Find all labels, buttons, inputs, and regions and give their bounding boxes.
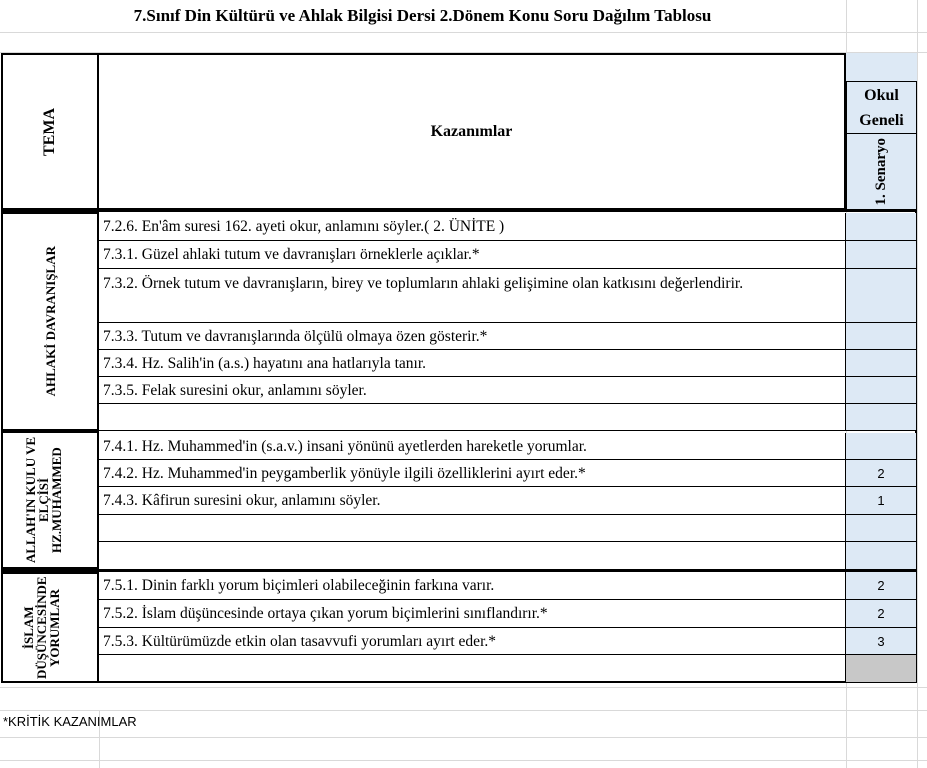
table-row: 7.3.5. Felak suresini okur, anlamını söyler. — [99, 377, 846, 404]
senaryo-header — [846, 133, 917, 210]
value-cell: 2 — [846, 600, 917, 628]
section-ahlaki-davranislar — [1, 212, 99, 431]
value-cell — [846, 323, 917, 350]
table-row: 7.4.1. Hz. Muhammed'in (s.a.v.) insani yönünü ayetlerden hareketle yorumlar. — [99, 433, 846, 460]
section-label: AHLAKİ DAVRANIŞLAR — [42, 246, 58, 397]
tema-header — [1, 53, 99, 210]
table-row: 7.2.6. En'âm suresi 162. ayeti okur, anlamını söyler.( 2. ÜNİTE ) — [99, 213, 846, 241]
value-cell — [846, 515, 917, 542]
value-cell: 2 — [846, 572, 917, 600]
value-cell — [846, 542, 917, 570]
value-cell: 3 — [846, 628, 917, 655]
section-label: İSLAM DÜŞÜNCESİNDE YORUMLAR — [21, 576, 62, 679]
value-cell — [846, 350, 917, 377]
table-row: 7.3.3. Tutum ve davranışlarında ölçülü olmaya özen gösterir.* — [99, 323, 846, 350]
table-row: 7.3.4. Hz. Salih'in (a.s.) hayatını ana hatlarıyla tanır. — [99, 350, 846, 377]
table-row — [99, 542, 846, 570]
value-cell — [846, 404, 917, 431]
okul-geneli-spacer — [846, 53, 917, 81]
value-cell — [846, 213, 917, 241]
value-cell — [846, 433, 917, 460]
critical-note: *KRİTİK KAZANIMLAR — [3, 714, 137, 729]
okul-geneli-label: Okul Geneli — [846, 81, 917, 133]
senaryo-label: 1. Senaryo — [873, 137, 889, 206]
value-cell — [846, 377, 917, 404]
table-row: 7.3.2. Örnek tutum ve davranışların, birey ve toplumların ahlaki gelişimine olan katkısını değerlendirir. — [99, 269, 846, 323]
tema-header-label: TEMA — [41, 107, 58, 156]
table-row — [99, 515, 846, 542]
value-cell: 2 — [846, 460, 917, 487]
section-islam-dusuncesi — [1, 572, 99, 683]
kazanimlar-header: Kazanımlar — [99, 53, 846, 210]
table-row: 7.3.1. Güzel ahlaki tutum ve davranışları örneklerle açıklar.* — [99, 241, 846, 269]
table-row: 7.5.1. Dinin farklı yorum biçimleri olabileceğinin farkına varır. — [99, 572, 846, 600]
section-label: ALLAH'IN KULU VE ELÇİSİ HZ.MUHAMMED — [23, 436, 64, 564]
value-cell: 1 — [846, 487, 917, 515]
value-cell — [846, 241, 917, 269]
value-cell — [846, 269, 917, 323]
page-title: 7.Sınıf Din Kültürü ve Ahlak Bilgisi Dersi 2.Dönem Konu Soru Dağılım Tablosu — [133, 6, 712, 25]
table-row: 7.5.2. İslam düşüncesinde ortaya çıkan yorum biçimlerini sınıflandırır.* — [99, 600, 846, 628]
section-hz-muhammed — [1, 431, 99, 569]
value-cell — [846, 655, 917, 682]
table-row — [99, 404, 846, 431]
table-row: 7.4.3. Kâfirun suresini okur, anlamını söyler. — [99, 487, 846, 515]
okul-geneli-header — [846, 53, 917, 210]
table-row: 7.4.2. Hz. Muhammed'in peygamberlik yönüyle ilgili özelliklerini ayırt eder.* — [99, 460, 846, 487]
table-row: 7.5.3. Kültürümüzde etkin olan tasavvufi yorumları ayırt eder.* — [99, 628, 846, 655]
table-row — [99, 655, 846, 682]
